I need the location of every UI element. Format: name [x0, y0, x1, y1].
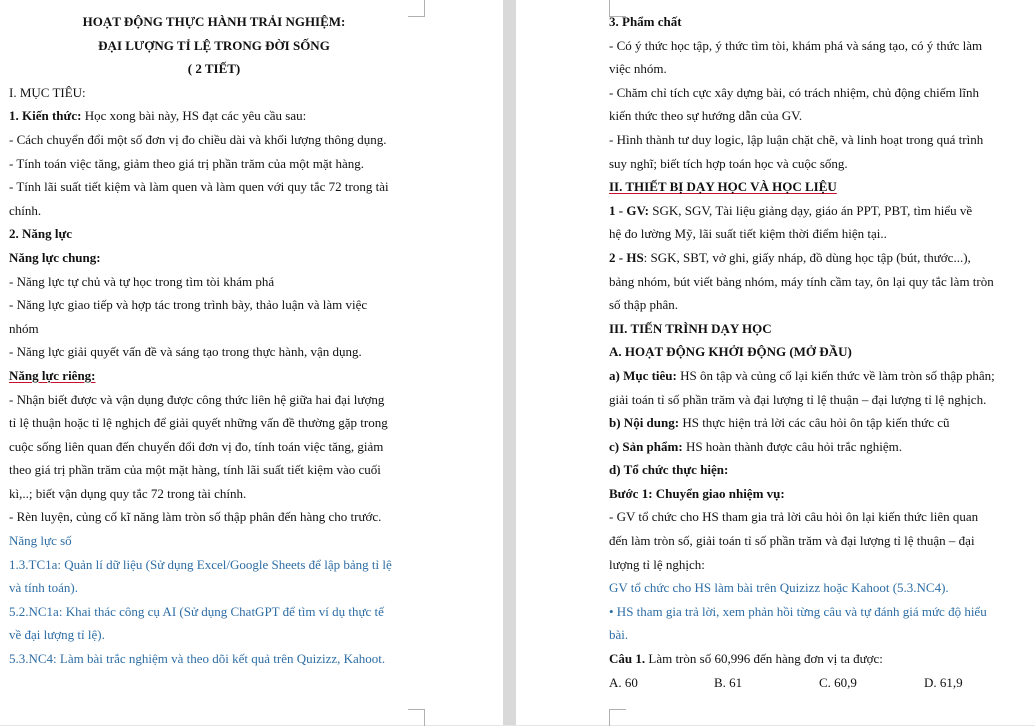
- general-ability-heading: Năng lực chung:: [9, 249, 101, 265]
- digital-activity-line: bài.: [609, 627, 629, 643]
- content-line: [609, 411, 1032, 435]
- paragraph-line: - GV tổ chức cho HS tham gia trả lời câu hỏi ôn lại kiến thức liên quan: [609, 509, 979, 525]
- paragraph-line: - Năng lực giao tiếp và hợp tác trong trình bày, thảo luận và làm việc: [9, 297, 368, 313]
- paragraph-line: cuộc sống liên quan đến chuyển đổi đơn vị đo, tính toán việc tăng, giảm: [9, 438, 384, 454]
- knowledge-line: [9, 104, 419, 128]
- hs-line: [609, 246, 1032, 270]
- question-line: [609, 647, 1032, 671]
- section-heading-objectives: I. MỤC TIÊU:: [9, 84, 86, 100]
- title-line-3: ( 2 TIẾT): [187, 61, 241, 77]
- digital-ability-line: về đại lượng tỉ lệ).: [9, 627, 105, 643]
- paragraph-line: việc nhóm.: [609, 61, 667, 77]
- digital-ability-line: 1.3.TC1a: Quản lí dữ liệu (Sử dụng Excel/Google Sheets để lập bảng tỉ lệ: [9, 556, 392, 572]
- gv-label: 1 - GV:: [609, 202, 649, 218]
- paragraph-line: - Năng lực giải quyết vấn đề và sáng tạo trong thực hành, vận dụng.: [9, 344, 362, 360]
- paragraph-line: kiến thức theo sự hướng dẫn của GV.: [609, 108, 803, 124]
- ability-heading: 2. Năng lực: [9, 226, 73, 242]
- paragraph-line: đến làm tròn số, giải toán tỉ số phần trăm và đại lượng tỉ lệ thuận – đại: [609, 533, 975, 549]
- right-content: [609, 10, 1032, 694]
- goal-label: a) Mục tiêu:: [609, 367, 677, 383]
- paragraph-line: theo giá trị phần trăm của một mặt hàng, tính lãi suất tiết kiệm vào cuối: [9, 462, 381, 478]
- knowledge-text: Học xong bài này, HS đạt các yêu cầu sau:: [81, 108, 307, 124]
- gv-text: SGK, SGV, Tài liệu giảng dạy, giáo án PPT, PBT, tìm hiểu về: [648, 202, 973, 218]
- digital-activity-line: GV tổ chức cho HS làm bài trên Quizizz hoặc Kahoot (5.3.NC4).: [609, 580, 949, 596]
- paragraph-line: tỉ lệ thuận hoặc tỉ lệ nghịch để giải quyết những vấn đề thường gặp trong: [9, 415, 388, 431]
- paragraph-line: suy nghĩ; biết tích hợp toán học và cuộc sống.: [609, 155, 848, 171]
- goal-text: HS ôn tập và củng cố lại kiến thức về làm tròn số thập phân;: [676, 367, 995, 383]
- gv-line: [609, 199, 1032, 223]
- answer-option: A. 60: [609, 674, 638, 690]
- answer-option: C. 60,9: [819, 674, 857, 690]
- step-1-heading: Bước 1: Chuyển giao nhiệm vụ:: [609, 485, 785, 501]
- activity-heading: A. HOẠT ĐỘNG KHỞI ĐỘNG (MỞ ĐẦU): [609, 344, 852, 360]
- digital-ability-heading: Năng lực số: [9, 533, 72, 549]
- paragraph-line: - Rèn luyện, củng cố kĩ năng làm tròn số thập phân đến hàng cho trước.: [9, 509, 382, 525]
- page-left: [0, 0, 503, 725]
- digital-ability-line: 5.2.NC1a: Khai thác công cụ AI (Sử dụng ChatGPT để tìm ví dụ thực tế: [9, 603, 384, 619]
- goal-line: [609, 364, 1032, 388]
- paragraph-line: nhóm: [9, 320, 39, 336]
- paragraph-line: lượng tỉ lệ nghịch:: [609, 556, 705, 572]
- paragraph-line: - Nhận biết được và vận dụng được công thức liên hệ giữa hai đại lượng: [9, 391, 385, 407]
- equipment-heading-text: II. THIẾT BỊ DẠY HỌC VÀ HỌC LIỆU: [609, 179, 837, 195]
- product-line: [609, 435, 1032, 459]
- digital-ability-line: và tính toán).: [9, 580, 78, 596]
- product-text: HS hoàn thành được câu hỏi trắc nghiệm.: [682, 438, 903, 454]
- question-text: Làm tròn số 60,996 đến hàng đơn vị ta được:: [645, 651, 883, 667]
- question-label: Câu 1.: [609, 651, 646, 667]
- paragraph-line: - Tính toán việc tăng, giảm theo giá trị phần trăm của một mặt hàng.: [9, 155, 364, 171]
- crop-mark: [609, 709, 626, 726]
- paragraph-line: - Chăm chỉ tích cực xây dựng bài, có trách nhiệm, chủ động chiếm lĩnh: [609, 84, 980, 100]
- paragraph-line: - Hình thành tư duy logic, lập luận chặt chẽ, và linh hoạt trong quá trình: [609, 131, 984, 147]
- quality-heading: 3. Phẩm chất: [609, 14, 682, 29]
- specific-ability-heading: [9, 364, 419, 388]
- specific-ability-label: Năng lực riêng:: [9, 367, 96, 383]
- page-gutter: [503, 0, 516, 725]
- paragraph-line: - Có ý thức học tập, ý thức tìm tòi, khám phá và sáng tạo, có ý thức làm: [609, 37, 983, 53]
- organization-heading: d) Tổ chức thực hiện:: [609, 462, 729, 478]
- answer-option: B. 61: [714, 674, 743, 690]
- paragraph-line: kì,..; biết vận dụng quy tắc 72 trong tài chính.: [9, 485, 247, 501]
- answer-options: [609, 671, 1032, 695]
- paragraph-line: số thập phân.: [609, 297, 678, 313]
- paragraph-line: - Năng lực tự chủ và tự học trong tìm tòi khám phá: [9, 273, 275, 289]
- crop-mark: [408, 709, 425, 726]
- paragraph-line: bảng nhóm, bút viết bảng nhóm, máy tính cầm tay, ôn lại quy tắc làm tròn: [609, 273, 994, 289]
- content-label: b) Nội dung:: [609, 415, 680, 431]
- title-line-1: HOẠT ĐỘNG THỰC HÀNH TRẢI NGHIỆM:: [82, 14, 346, 29]
- content-text: HS thực hiện trả lời các câu hỏi ôn tập kiến thức cũ: [679, 415, 950, 431]
- paragraph-line: chính.: [9, 202, 42, 218]
- section-heading-process: III. TIẾN TRÌNH DẠY HỌC: [609, 320, 772, 336]
- paragraph-line: giải toán tỉ số phần trăm và đại lượng tỉ lệ thuận – đại lượng tỉ lệ nghịch.: [609, 391, 987, 407]
- title-line-2: ĐẠI LƯỢNG TỈ LỆ TRONG ĐỜI SỐNG: [98, 37, 330, 53]
- digital-activity-line: • HS tham gia trả lời, xem phản hồi từng câu và tự đánh giá mức độ hiểu: [609, 603, 987, 619]
- paragraph-line: hệ đo lường Mỹ, lãi suất tiết kiệm thời điểm hiện tại..: [609, 226, 887, 242]
- hs-label: 2 - HS: [609, 249, 644, 265]
- product-label: c) Sản phẩm:: [609, 438, 683, 454]
- answer-option: D. 61,9: [924, 674, 963, 690]
- section-heading-equipment: [609, 175, 1032, 199]
- left-content: [9, 10, 419, 671]
- page-right: [516, 0, 1035, 725]
- knowledge-label: 1. Kiến thức:: [9, 108, 82, 124]
- hs-text: : SGK, SBT, vở ghi, giấy nháp, đồ dùng học tập (bút, thước...),: [643, 249, 971, 265]
- paragraph-line: - Cách chuyển đổi một số đơn vị đo chiều dài và khối lượng thông dụng.: [9, 131, 387, 147]
- paragraph-line: - Tính lãi suất tiết kiệm và làm quen và làm quen với quy tắc 72 trong tài: [9, 179, 389, 195]
- digital-ability-line: 5.3.NC4: Làm bài trắc nghiệm và theo dõi kết quả trên Quizizz, Kahoot.: [9, 651, 386, 667]
